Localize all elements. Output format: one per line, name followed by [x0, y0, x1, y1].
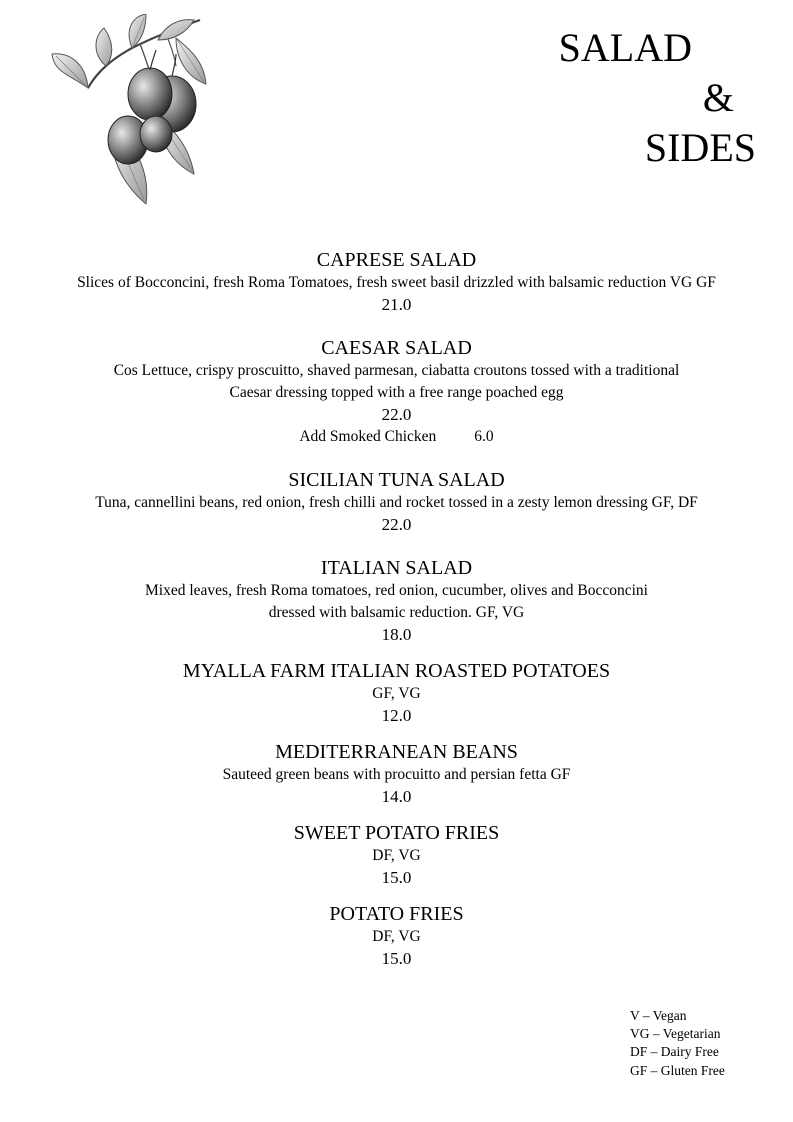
title-line-sides: SIDES [644, 125, 756, 170]
menu-item-price: 12.0 [381, 706, 412, 725]
plum-branch-illustration [48, 14, 208, 206]
menu-list [0, 248, 793, 970]
addon-price: 6.0 [474, 428, 494, 445]
menu-item-description: DF, VG [372, 847, 421, 864]
page-title [556, 24, 756, 174]
menu-item-name: MEDITERRANEAN BEANS [275, 741, 518, 763]
menu-item [0, 556, 793, 646]
title-line-salad: SALAD [558, 25, 692, 70]
menu-item-description: DF, VG [372, 928, 421, 945]
menu-item [0, 468, 793, 536]
menu-item-price: 15.0 [381, 868, 412, 887]
addon-label: Add Smoked Chicken [299, 428, 437, 445]
legend-item: V – Vegan [630, 1008, 687, 1023]
menu-item-description: Mixed leaves, fresh Roma tomatoes, red onion, cucumber, olives and Bocconcini [145, 582, 648, 599]
menu-item [0, 740, 793, 808]
dietary-legend [630, 1007, 725, 1080]
menu-item-name: POTATO FRIES [329, 903, 464, 925]
menu-item-name: CAESAR SALAD [321, 337, 472, 359]
menu-item-addon [0, 426, 793, 448]
menu-item-description: Caesar dressing topped with a free range poached egg [229, 384, 564, 401]
menu-item-description: Sauteed green beans with procuitto and persian fetta GF [222, 766, 571, 783]
menu-item [0, 902, 793, 970]
menu-item-price: 14.0 [381, 787, 412, 806]
menu-item-description: Tuna, cannellini beans, red onion, fresh chilli and rocket tossed in a zesty lemon dressing GF, DF [95, 494, 698, 511]
menu-item-name: MYALLA FARM ITALIAN ROASTED POTATOES [182, 660, 611, 682]
menu-item-description: Cos Lettuce, crispy proscuitto, shaved parmesan, ciabatta croutons tossed with a traditional [113, 362, 680, 379]
legend-item: VG – Vegetarian [630, 1026, 721, 1042]
menu-item-description: GF, VG [372, 685, 421, 702]
legend-item: GF – Gluten Free [630, 1062, 725, 1078]
legend-item: DF – Dairy Free [630, 1044, 719, 1060]
menu-item-price: 22.0 [381, 515, 412, 534]
menu-item [0, 336, 793, 448]
menu-item [0, 248, 793, 316]
menu-item-description: Slices of Bocconcini, fresh Roma Tomatoes, fresh sweet basil drizzled with balsamic reduction VG GF [77, 274, 716, 291]
menu-item [0, 659, 793, 727]
menu-item-description: dressed with balsamic reduction. GF, VG [268, 604, 525, 621]
menu-item-price: 15.0 [381, 949, 412, 968]
title-line-ampersand: & [702, 75, 734, 120]
menu-item-name: SWEET POTATO FRIES [293, 822, 500, 844]
menu-item-name: ITALIAN SALAD [320, 557, 473, 579]
menu-item-price: 21.0 [381, 295, 412, 314]
menu-item-price: 18.0 [381, 625, 412, 644]
menu-item-name: CAPRESE SALAD [316, 249, 477, 271]
menu-item [0, 821, 793, 889]
menu-item-price: 22.0 [381, 405, 412, 424]
menu-item-name: SICILIAN TUNA SALAD [288, 469, 505, 491]
